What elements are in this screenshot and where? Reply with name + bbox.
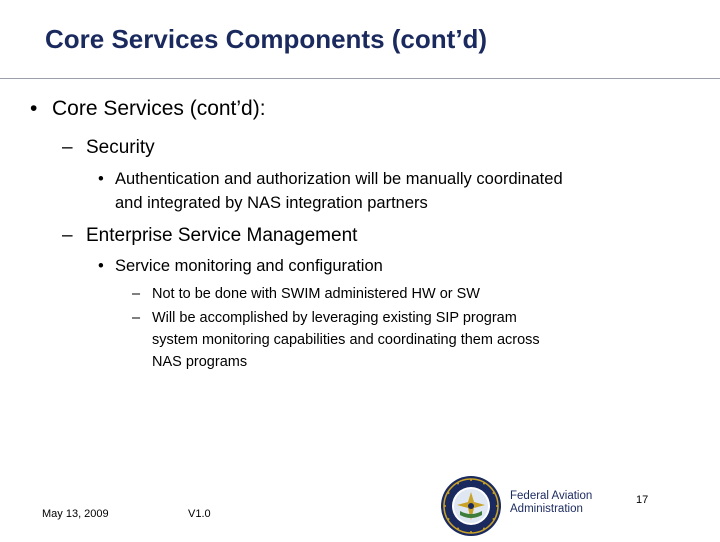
page-number: 17: [636, 494, 649, 506]
dash-marker: –: [132, 286, 141, 302]
bullet-marker: •: [30, 97, 38, 120]
faa-name: [510, 490, 592, 516]
faa-seal-icon: [440, 475, 502, 537]
footer-version: V1.0: [188, 508, 211, 520]
esm-subitem-line: Will be accomplished by leveraging existing SIP program: [152, 310, 517, 326]
bullet-marker: •: [98, 170, 104, 188]
level1-heading: Core Services (cont’d):: [52, 97, 266, 120]
security-heading: Security: [86, 137, 155, 158]
esm-heading: Enterprise Service Management: [86, 225, 358, 246]
esm-subitem-line: NAS programs: [152, 354, 248, 370]
security-item-line2: and integrated by NAS integration partners: [115, 194, 428, 212]
dash-marker: –: [132, 310, 141, 326]
dash-marker: –: [62, 137, 73, 158]
esm-item: Service monitoring and configuration: [115, 257, 383, 275]
title-divider: [0, 78, 720, 79]
faa-name-line1: Federal Aviation: [510, 490, 593, 502]
esm-subitem-line: Not to be done with SWIM administered HW or SW: [152, 286, 480, 302]
dash-marker: –: [62, 225, 73, 246]
esm-subitem-line: system monitoring capabilities and coordinating them across: [152, 332, 540, 348]
security-item-line1: Authentication and authorization will be manually coordinated: [115, 170, 563, 188]
bullet-marker: •: [98, 257, 104, 275]
slide-title: Core Services Components (cont’d): [45, 24, 488, 54]
footer-date: May 13, 2009: [42, 508, 109, 520]
faa-name-line2: Administration: [510, 503, 583, 515]
